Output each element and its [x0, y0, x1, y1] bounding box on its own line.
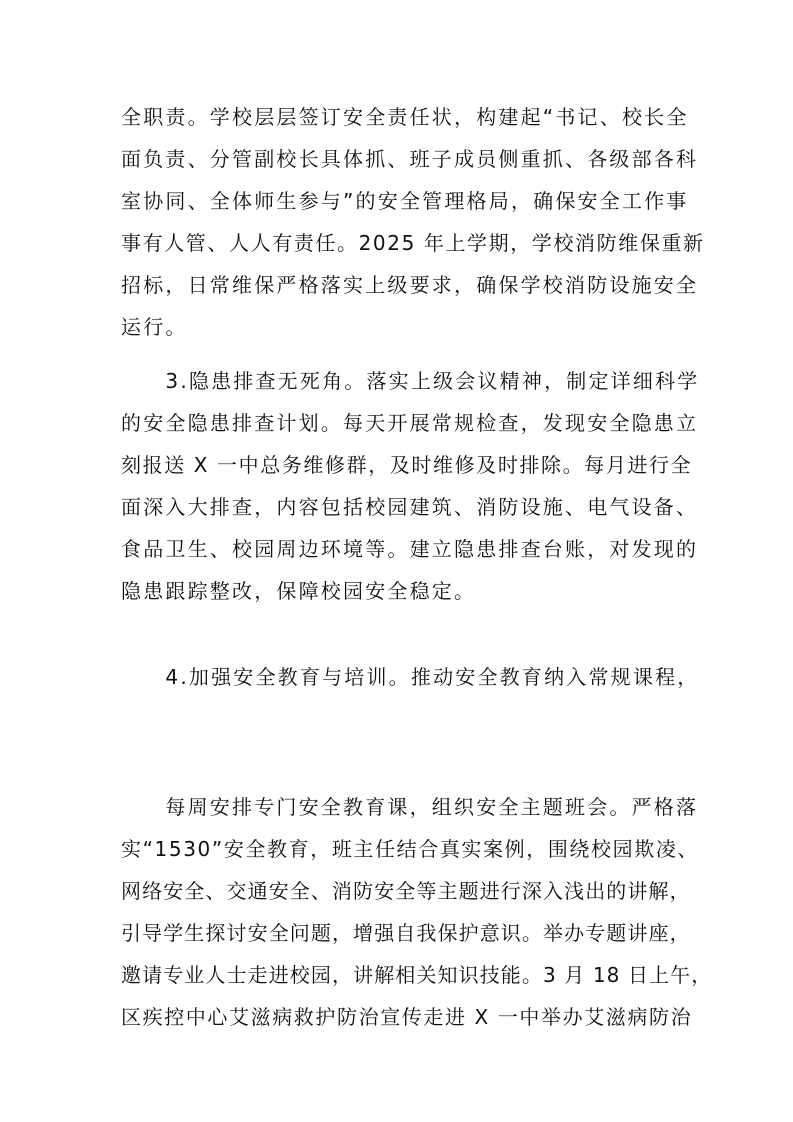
- text-line: 全职责。学校层层签订安全责任状，构建起“书记、校长全: [121, 105, 689, 129]
- paragraph-safety-education: [121, 786, 713, 1038]
- paragraph-safety-responsibility: [121, 96, 705, 348]
- text-line: 3.隐患排查无死角。落实上级会议精神，制定详细科学: [121, 369, 700, 393]
- text-line: 食品卫生、校园周边环境等。建立隐患排查台账，对发现的: [121, 537, 699, 561]
- text-line: 刻报送 X 一中总务维修群，及时维修及时排除。每月进行全: [121, 453, 693, 477]
- text-line: 邀请专业人士走进校园，讲解相关知识技能。3 月 18 日上午，: [121, 963, 713, 987]
- text-line: 每周安排专门安全教育课，组织安全主题班会。严格落: [121, 795, 699, 819]
- text-line: 室协同、全体师生参与”的安全管理格局，确保安全工作事: [121, 189, 689, 213]
- text-line: 隐患跟踪整改，保障校园安全稳定。: [121, 579, 477, 603]
- text-line: 招标，日常维保严格落实上级要求，确保学校消防设施安全: [121, 273, 699, 297]
- paragraph-hazard-inspection: [121, 360, 700, 612]
- text-line: 运行。: [121, 315, 188, 339]
- text-line: 实“1530”安全教育，班主任结合真实案例，围绕校园欺凌、: [121, 837, 700, 861]
- text-line: 网络安全、交通安全、消防安全等主题进行深入浅出的讲解，: [121, 879, 691, 903]
- text-line: 事有人管、人人有责任。2025 年上学期，学校消防维保重新: [121, 231, 705, 255]
- text-line: 的安全隐患排查计划。每天开展常规检查，发现安全隐患立: [121, 411, 699, 435]
- paragraph-safety-education-heading: [121, 656, 700, 698]
- text-line: 区疾控中心艾滋病救护防治宣传走进 X 一中举办艾滋病防治: [121, 1005, 693, 1029]
- text-line: 面负责、分管副校长具体抓、班子成员侧重抓、各级部各科: [121, 147, 699, 171]
- text-line: 面深入大排查，内容包括校园建筑、消防设施、电气设备、: [121, 495, 699, 519]
- text-line: 引导学生探讨安全问题，增强自我保护意识。举办专题讲座，: [121, 921, 691, 945]
- text-line: 4.加强安全教育与培训。推动安全教育纳入常规课程，: [121, 665, 700, 689]
